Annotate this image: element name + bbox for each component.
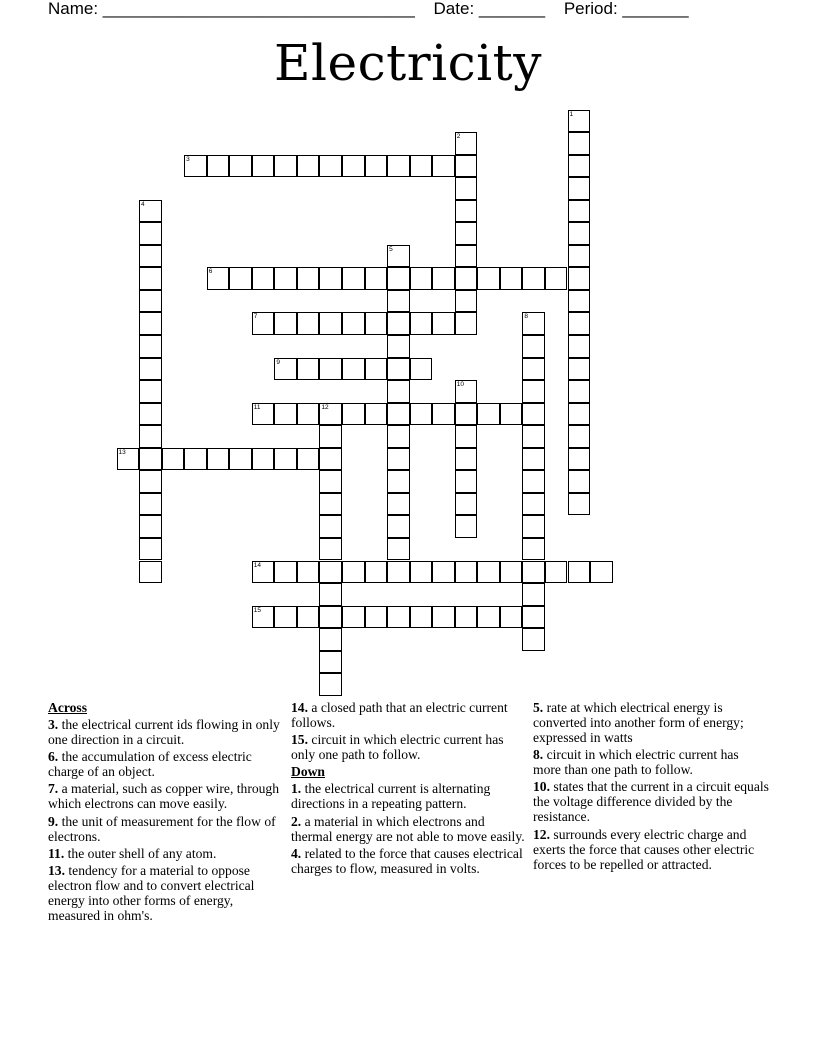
crossword-cell[interactable] [432, 312, 455, 335]
crossword-cell[interactable] [522, 583, 545, 606]
crossword-cell[interactable] [477, 561, 500, 584]
crossword-cell[interactable] [387, 245, 410, 268]
crossword-cell[interactable] [387, 267, 410, 290]
crossword-cell[interactable] [455, 380, 478, 403]
crossword-cell[interactable] [387, 561, 410, 584]
clue-number: 8 [524, 313, 529, 321]
crossword-cell[interactable] [252, 312, 275, 335]
crossword-cell[interactable] [410, 155, 433, 178]
clue-across-15: 15. circuit in which electric current has only one path to follow. [291, 732, 504, 763]
crossword-cell[interactable] [432, 561, 455, 584]
crossword-cell[interactable] [319, 403, 342, 426]
clue-down-1: 1. the electrical current is alternating directions in a repeating pattern. [291, 781, 491, 812]
clue-down-12: 12. surrounds every electric charge and exerts the force that causes other electric forces to be repelled or attracted. [533, 826, 755, 872]
crossword-cell[interactable] [455, 312, 478, 335]
crossword-cell[interactable] [117, 448, 140, 471]
crossword-cell[interactable] [568, 312, 591, 335]
crossword-cell[interactable] [455, 561, 478, 584]
crossword-cell[interactable] [522, 380, 545, 403]
crossword-cell[interactable] [500, 403, 523, 426]
crossword-cell[interactable] [387, 358, 410, 381]
crossword-cell[interactable] [139, 358, 162, 381]
crossword-cell[interactable] [568, 110, 591, 133]
crossword-cell[interactable] [387, 425, 410, 448]
clue-number: 11 [253, 403, 261, 411]
crossword-cell[interactable] [387, 380, 410, 403]
crossword-cell[interactable] [319, 312, 342, 335]
crossword-cell[interactable] [455, 515, 478, 538]
crossword-cell[interactable] [455, 200, 478, 223]
crossword-cell[interactable] [139, 448, 162, 471]
crossword-cell[interactable] [252, 448, 275, 471]
crossword-cell[interactable] [319, 358, 342, 381]
clue-number: 12 [321, 403, 329, 411]
crossword-cell[interactable] [184, 448, 207, 471]
clue-number: 7 [253, 313, 258, 321]
crossword-cell[interactable] [410, 358, 433, 381]
crossword-cell[interactable] [139, 335, 162, 358]
crossword-cell[interactable] [365, 312, 388, 335]
crossword-cell[interactable] [568, 155, 591, 178]
crossword-cell[interactable] [522, 335, 545, 358]
crossword-cell[interactable] [387, 606, 410, 629]
clue-across-3: 3. the electrical current ids flowing in only one direction in a circuit. [48, 717, 280, 747]
across-heading: Across [48, 700, 88, 715]
crossword-cell[interactable] [229, 267, 252, 290]
clue-number: 5 [389, 245, 393, 253]
crossword-cell[interactable] [319, 155, 342, 178]
crossword-cell[interactable] [139, 380, 162, 403]
crossword-cell[interactable] [568, 267, 591, 290]
crossword-cell[interactable] [545, 267, 568, 290]
crossword-cell[interactable] [568, 470, 591, 493]
period-field[interactable]: Period: _______ [563, 0, 689, 18]
crossword-cell[interactable] [455, 155, 478, 178]
crossword-cell[interactable] [568, 493, 591, 516]
crossword-cell[interactable] [139, 561, 162, 584]
crossword-cell[interactable] [410, 312, 433, 335]
crossword-cell[interactable] [522, 358, 545, 381]
crossword-cell[interactable] [568, 200, 591, 223]
crossword-cell[interactable] [139, 515, 162, 538]
crossword-cell[interactable] [319, 606, 342, 629]
crossword-cell[interactable] [522, 493, 545, 516]
crossword-cell[interactable] [522, 403, 545, 426]
crossword-cell[interactable] [568, 335, 591, 358]
crossword-cell[interactable] [319, 561, 342, 584]
crossword-cell[interactable] [387, 155, 410, 178]
crossword-cell[interactable] [274, 312, 297, 335]
crossword-cell[interactable] [500, 606, 523, 629]
crossword-cell[interactable] [455, 448, 478, 471]
clue-down-8: 8. circuit in which electric current has more than one path to follow. [533, 747, 739, 778]
crossword-cell[interactable] [477, 403, 500, 426]
crossword-cell[interactable] [319, 651, 342, 674]
name-field[interactable]: Name: _________________________________ [48, 0, 415, 18]
clue-number: 13 [118, 448, 126, 456]
crossword-cell[interactable] [455, 403, 478, 426]
crossword-cell[interactable] [455, 177, 478, 200]
crossword-cell[interactable] [139, 493, 162, 516]
crossword-cell[interactable] [297, 155, 320, 178]
crossword-cell[interactable] [410, 403, 433, 426]
crossword-cell[interactable] [365, 606, 388, 629]
crossword-cell[interactable] [432, 403, 455, 426]
down-heading: Down [291, 764, 325, 780]
crossword-cell[interactable] [432, 606, 455, 629]
crossword-cell[interactable] [455, 425, 478, 448]
crossword-cell[interactable] [500, 561, 523, 584]
page-title: Electricity [274, 34, 542, 92]
clue-down-10: 10. states that the current in a circuit equals the voltage difference divided by the resistance. [533, 779, 769, 825]
clues-column-1 [48, 700, 284, 925]
crossword-cell[interactable] [568, 380, 591, 403]
crossword-cell[interactable] [545, 561, 568, 584]
crossword-cell[interactable] [410, 606, 433, 629]
crossword-cell[interactable] [410, 561, 433, 584]
clue-number: 9 [276, 358, 280, 366]
clue-number: 4 [141, 200, 145, 208]
clue-down-2: 2. a material in which electrons and thermal energy are not able to move easily. [291, 813, 525, 844]
crossword-cell[interactable] [387, 290, 410, 313]
crossword-cell[interactable] [522, 267, 545, 290]
crossword-cell[interactable] [387, 403, 410, 426]
crossword-cell[interactable] [342, 155, 365, 178]
crossword-cell[interactable] [568, 448, 591, 471]
crossword-cell[interactable] [139, 470, 162, 493]
clue-down-5: 5. rate at which electrical energy is converted into another form of energy; expressed in watts [533, 700, 744, 745]
crossword-cell[interactable] [297, 267, 320, 290]
crossword-cell[interactable] [590, 561, 613, 584]
crossword-cell[interactable] [568, 425, 591, 448]
clue-across-13: 13. tendency for a material to oppose electron flow and to convert electrical energy into other forms of energy, measured in ohm's. [48, 862, 255, 923]
crossword-cell[interactable] [139, 290, 162, 313]
crossword-cell[interactable] [522, 470, 545, 493]
clue-number: 10 [456, 381, 464, 389]
crossword-cell[interactable] [455, 290, 478, 313]
crossword-cell[interactable] [522, 425, 545, 448]
crossword-cell[interactable] [500, 267, 523, 290]
crossword-cell[interactable] [207, 155, 230, 178]
crossword-cell[interactable] [319, 448, 342, 471]
crossword-cell[interactable] [455, 222, 478, 245]
crossword-cell[interactable] [365, 358, 388, 381]
crossword-cell[interactable] [297, 606, 320, 629]
clue-across-6: 6. the accumulation of excess electric charge of an object. [48, 749, 252, 780]
crossword-cell[interactable] [297, 561, 320, 584]
crossword-cell[interactable] [387, 493, 410, 516]
crossword-cell[interactable] [319, 425, 342, 448]
crossword-cell[interactable] [568, 403, 591, 426]
clue-across-11: 11. the outer shell of any atom. [48, 845, 217, 861]
crossword-cell[interactable] [568, 132, 591, 155]
crossword-cell[interactable] [568, 290, 591, 313]
crossword-cell[interactable] [522, 628, 545, 651]
crossword-cell[interactable] [387, 448, 410, 471]
crossword-cell[interactable] [297, 312, 320, 335]
crossword-cell[interactable] [455, 470, 478, 493]
crossword-cell[interactable] [522, 606, 545, 629]
crossword-cell[interactable] [455, 267, 478, 290]
crossword-cell[interactable] [319, 673, 342, 696]
crossword-cell[interactable] [229, 448, 252, 471]
crossword-cell[interactable] [297, 448, 320, 471]
crossword-cell[interactable] [319, 493, 342, 516]
date-field[interactable]: Date: _______ [433, 0, 546, 18]
crossword-cell[interactable] [319, 583, 342, 606]
clue-number: 2 [456, 133, 461, 141]
crossword-cell[interactable] [274, 448, 297, 471]
crossword-cell[interactable] [252, 155, 275, 178]
crossword-cell[interactable] [387, 312, 410, 335]
crossword-cell[interactable] [139, 312, 162, 335]
crossword-cell[interactable] [319, 470, 342, 493]
crossword-cell[interactable] [568, 177, 591, 200]
clue-number: 6 [208, 268, 213, 276]
crossword-cell[interactable] [342, 606, 365, 629]
crossword-cell[interactable] [522, 312, 545, 335]
clue-number: 15 [253, 606, 262, 614]
crossword-cell[interactable] [365, 267, 388, 290]
crossword-cell[interactable] [297, 403, 320, 426]
crossword-cell[interactable] [568, 245, 591, 268]
crossword-cell[interactable] [229, 155, 252, 178]
crossword-cell[interactable] [455, 493, 478, 516]
crossword-cell[interactable] [342, 267, 365, 290]
crossword-cell[interactable] [139, 222, 162, 245]
crossword-cell[interactable] [274, 403, 297, 426]
crossword-cell[interactable] [387, 335, 410, 358]
crossword-cell[interactable] [568, 222, 591, 245]
clues-column-3 [533, 700, 769, 874]
crossword-cell[interactable] [274, 606, 297, 629]
crossword-cell[interactable] [387, 470, 410, 493]
crossword-cell[interactable] [319, 515, 342, 538]
crossword-cell[interactable] [139, 245, 162, 268]
crossword-cell[interactable] [207, 448, 230, 471]
crossword-cell[interactable] [207, 267, 230, 290]
crossword-cell[interactable] [387, 538, 410, 561]
crossword-cell[interactable] [432, 155, 455, 178]
crossword-cell[interactable] [319, 267, 342, 290]
crossword-cell[interactable] [568, 561, 591, 584]
crossword-cell[interactable] [274, 561, 297, 584]
crossword-cell[interactable] [274, 155, 297, 178]
crossword-cell[interactable] [477, 267, 500, 290]
crossword-cell[interactable] [342, 358, 365, 381]
clue-across-9: 9. the unit of measurement for the flow of electrons. [48, 813, 276, 844]
crossword-cell[interactable] [410, 267, 433, 290]
crossword-cell[interactable] [342, 561, 365, 584]
crossword-cell[interactable] [319, 538, 342, 561]
crossword-cell[interactable] [365, 561, 388, 584]
crossword-cell[interactable] [522, 561, 545, 584]
crossword-cell[interactable] [252, 561, 275, 584]
crossword-cell[interactable] [568, 358, 591, 381]
clue-across-14: 14. a closed path that an electric current follows. [291, 700, 508, 730]
clue-across-7: 7. a material, such as copper wire, through which electrons can move easily. [48, 781, 280, 812]
crossword-cell[interactable] [319, 628, 342, 651]
crossword-cell[interactable] [139, 425, 162, 448]
crossword-cell[interactable] [455, 245, 478, 268]
crossword-cell[interactable] [252, 403, 275, 426]
crossword-cell[interactable] [274, 267, 297, 290]
clues-column-2 [291, 700, 527, 878]
clue-number: 3 [186, 155, 190, 163]
crossword-cell[interactable] [477, 606, 500, 629]
clue-number: 14 [253, 561, 262, 569]
crossword-cell[interactable] [365, 155, 388, 178]
crossword-cell[interactable] [139, 267, 162, 290]
crossword-cell[interactable] [455, 606, 478, 629]
crossword-cell[interactable] [342, 403, 365, 426]
crossword-cell[interactable] [274, 358, 297, 381]
crossword-cell[interactable] [522, 538, 545, 561]
crossword-cell[interactable] [139, 403, 162, 426]
crossword-cell[interactable] [522, 448, 545, 471]
crossword-cell[interactable] [387, 515, 410, 538]
crossword-cell[interactable] [432, 267, 455, 290]
crossword-cell[interactable] [184, 155, 207, 178]
crossword-cell[interactable] [455, 132, 478, 155]
crossword-cell[interactable] [297, 358, 320, 381]
clue-down-4: 4. related to the force that causes electrical charges to flow, measured in volts. [291, 845, 523, 876]
crossword-cell[interactable] [139, 200, 162, 223]
crossword-cell[interactable] [522, 515, 545, 538]
crossword-cell[interactable] [139, 538, 162, 561]
crossword-cell[interactable] [365, 403, 388, 426]
crossword-cell[interactable] [162, 448, 185, 471]
crossword-cell[interactable] [342, 312, 365, 335]
crossword-cell[interactable] [252, 606, 275, 629]
clue-number: 1 [569, 110, 574, 118]
crossword-cell[interactable] [252, 267, 275, 290]
